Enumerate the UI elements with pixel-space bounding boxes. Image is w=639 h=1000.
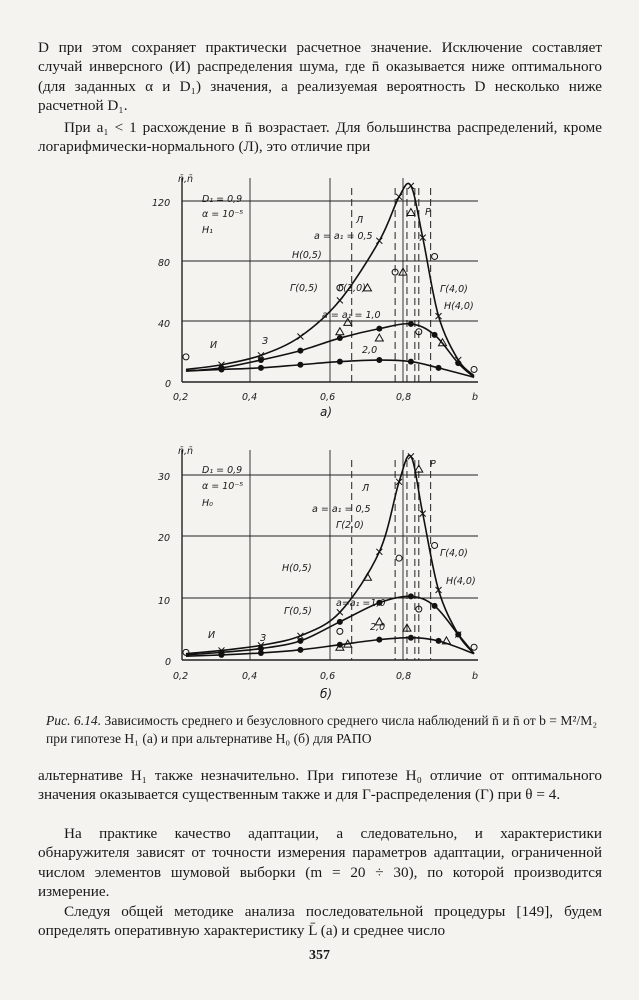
chart-a-label-G20: Г(2,0)	[338, 283, 366, 294]
chart-b-xtick-04: 0,4	[242, 671, 258, 682]
chart-b-point-cross	[376, 549, 382, 555]
chart-a-ytick-80: 80	[158, 258, 171, 269]
chart-b-point-dot	[218, 652, 224, 658]
chart-b	[0, 436, 639, 706]
chart-b-label-20: 2,0	[370, 622, 386, 633]
chart-a-point-dot	[436, 365, 442, 371]
chart-a-sublabel: а)	[320, 405, 333, 419]
chart-a-point-triangle	[336, 328, 344, 335]
chart-a-ytick-0: 0	[165, 379, 172, 390]
chart-b-ytick-30: 30	[158, 472, 171, 483]
chart-b-point-dot	[297, 638, 303, 644]
chart-b-point-dot	[408, 593, 414, 599]
chart-a-point-dot	[337, 359, 343, 365]
chart-b-point-dot	[376, 637, 382, 643]
paragraph-top-1: D при этом сохраняет практически расчетное значение. Исключение составляет случай инверсного (И) распределения шума, где n̄ оказывается ниже оптимального (для заданных α и D₁) значения, а реализуемая вероятность D несколько ниже расчетной D₁.	[38, 39, 602, 114]
chart-a-label-G40: Г(4,0)	[440, 284, 468, 295]
chart-a-label-a05: a = a₁ = 0,5	[314, 231, 373, 242]
chart-a-label-G05: Г(0,5)	[290, 283, 318, 294]
chart-a-x-title: b	[472, 392, 479, 403]
chart-b-label-G40: Г(4,0)	[440, 548, 468, 559]
chart-b-param-1: D₁ = 0,9	[202, 465, 243, 476]
chart-a-label-20: 2,0	[362, 345, 378, 356]
chart-a-label-N40: Н(4,0)	[444, 301, 474, 312]
chart-b-xtick-08: 0,8	[396, 671, 412, 682]
chart-a-label-N05: Н(0,5)	[292, 250, 322, 261]
chart-b-label-L: Л	[362, 483, 370, 494]
chart-a-point-dot	[258, 357, 264, 363]
chart-b-label-a05: a = a₁ = 0,5	[312, 504, 371, 515]
chart-a-point-cross	[396, 194, 402, 200]
chart-b-point-dot	[436, 638, 442, 644]
chart-b-point-circle	[337, 628, 343, 634]
chart-b-xtick-06: 0,6	[320, 671, 336, 682]
chart-a-ytick-40: 40	[158, 319, 171, 330]
chart-a-label-R: Р	[425, 207, 431, 218]
chart-b-param-2: α = 10⁻⁵	[202, 481, 244, 492]
chart-a-point-dot	[408, 359, 414, 365]
chart-a-point-dot	[376, 326, 382, 332]
chart-a-point-cross	[297, 333, 303, 339]
figure-caption	[46, 712, 602, 748]
chart-a-point-triangle	[375, 334, 383, 341]
chart-b-label-N40: Н(4,0)	[446, 576, 476, 587]
page-number: 357	[309, 948, 330, 963]
chart-b-point-dot	[455, 632, 461, 638]
chart-a-point-triangle	[407, 209, 415, 216]
chart-b-label-I: И	[208, 630, 216, 641]
paragraph-bottom-2: На практике качество адаптации, а следовательно, и характеристики обнаружителя зависят от точности измерения параметров адаптации, ограниченной числом элементов шумовой выборки (m = 20 ÷ 30), по которой производится измерение.	[38, 825, 602, 900]
chart-a-point-dot	[408, 321, 414, 327]
paragraph-bottom-3: Следуя общей методике анализа последовательной процедуры [149], будем определять оперативную характеристику L̄ (a) и среднее число	[38, 903, 602, 940]
chart-b-ytick-10: 10	[158, 596, 171, 607]
paragraph-top-2: При a₁ < 1 расхождение в n̄ возрастает. Для большинства распределений, кроме логарифмически-нормального (Л), это отличие при	[38, 119, 602, 156]
chart-b-label-N05: Н(0,5)	[282, 563, 312, 574]
chart-a-point-cross	[376, 238, 382, 244]
chart-a-label-I: И	[210, 340, 218, 351]
chart-a-param-2: α = 10⁻⁵	[202, 209, 244, 220]
chart-b-y-title: n̄,n̄	[178, 446, 194, 457]
chart-a-xtick-06: 0,6	[320, 392, 336, 403]
chart-b-label-Z: З	[260, 633, 267, 644]
chart-b-point-circle	[471, 644, 477, 650]
chart-a-point-circle	[432, 253, 438, 259]
chart-a-point-dot	[218, 366, 224, 372]
chart-b-ytick-20: 20	[158, 533, 171, 544]
chart-a-xtick-04: 0,4	[242, 392, 258, 403]
chart-a-label-L: Л	[356, 215, 364, 226]
chart-a-label-a10: a = a₁ = 1,0	[322, 310, 381, 321]
chart-a-point-dot	[432, 332, 438, 338]
chart-a-point-circle	[471, 366, 477, 372]
chart-b-point-dot	[432, 603, 438, 609]
chart-a-xtick-08: 0,8	[396, 392, 412, 403]
chart-b-sublabel: б)	[320, 687, 333, 701]
chart-b-label-G05: Г(0,5)	[284, 606, 312, 617]
chart-b-point-dot	[408, 635, 414, 641]
chart-a-param-1: D₁ = 0,9	[202, 194, 243, 205]
chart-a	[0, 160, 639, 430]
chart-b-point-dot	[258, 650, 264, 656]
chart-a-ytick-120: 120	[152, 198, 171, 209]
chart-b-xtick-02: 0,2	[173, 671, 189, 682]
chart-b-label-G20: Г(2,0)	[336, 520, 364, 531]
chart-a-point-circle	[183, 354, 189, 360]
chart-a-point-dot	[297, 348, 303, 354]
chart-b-point-cross	[337, 609, 343, 615]
chart-a-point-dot	[297, 362, 303, 368]
chart-b-point-circle	[396, 555, 402, 561]
chart-a-xtick-02: 0,2	[173, 392, 189, 403]
caption-text: Зависимость среднего и безусловного среднего числа наблюдений n̄ и n̄ от b = M²/M₂ при гипотезе H₁ (a) и при альтернативе H₀ (б) для РАПО	[46, 713, 598, 746]
chart-b-x-title: b	[472, 671, 479, 682]
chart-a-point-dot	[376, 357, 382, 363]
chart-a-param-3: H₁	[202, 225, 213, 236]
chart-b-point-circle	[432, 542, 438, 548]
chart-a-point-cross	[408, 183, 414, 189]
chart-b-label-a10: a=a₁ =1,0	[336, 598, 386, 609]
chart-b-point-dot	[297, 647, 303, 653]
paragraph-bottom-1: альтернативе H₁ также незначительно. При гипотезе H₀ отличие от оптимального значения оказывается существенным также и для Г-распределения (Г) при θ = 4.	[38, 767, 602, 804]
chart-a-y-title: n̄,n̄	[178, 174, 194, 185]
chart-b-point-cross	[408, 453, 414, 459]
chart-b-param-3: H₀	[202, 498, 213, 509]
chart-a-label-Z: З	[262, 336, 269, 347]
caption-lead: Рис. 6.14.	[46, 713, 102, 728]
chart-b-label-R: Р	[430, 459, 436, 470]
chart-a-point-dot	[455, 360, 461, 366]
chart-a-point-cross	[337, 297, 343, 303]
chart-a-point-dot	[337, 335, 343, 341]
chart-a-point-dot	[258, 365, 264, 371]
chart-b-ytick-0: 0	[165, 657, 172, 668]
chart-b-point-dot	[337, 619, 343, 625]
